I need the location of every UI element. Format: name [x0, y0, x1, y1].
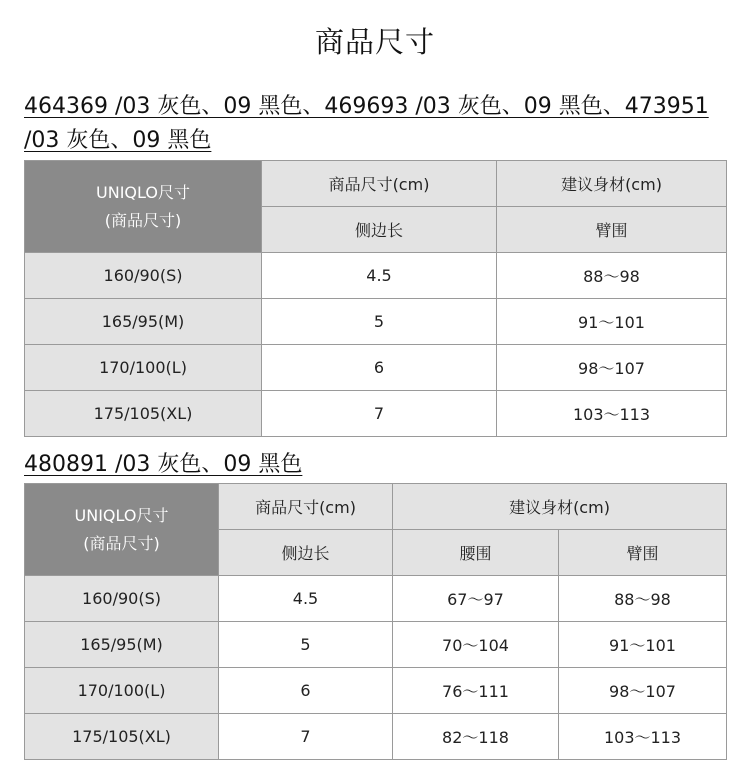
table-cell: 7: [262, 391, 497, 437]
size-cell: 175/105(XL): [25, 714, 219, 760]
table-cell: 5: [219, 622, 393, 668]
product-size-header: 商品尺寸(cm): [262, 161, 497, 207]
column-header: 腰围: [393, 530, 559, 576]
table-cell: 98～107: [497, 345, 727, 391]
table-cell: 4.5: [219, 576, 393, 622]
table-cell: 82～118: [393, 714, 559, 760]
size-cell: 170/100(L): [25, 345, 262, 391]
table-cell: 88～98: [559, 576, 727, 622]
section-heading: 464369 /03 灰色、09 黑色、469693 /03 灰色、09 黑色、473951 /03 灰色、09 黑色: [24, 94, 709, 153]
table-header-row: [25, 161, 727, 207]
size-cell: 160/90(S): [25, 576, 219, 622]
product-size-header: 商品尺寸(cm): [219, 484, 393, 530]
table-row: [25, 668, 727, 714]
size-cell: 165/95(M): [25, 622, 219, 668]
table-cell: 103～113: [559, 714, 727, 760]
brand-size-label: UNIQLO尺寸: [96, 182, 190, 202]
table-cell: 70～104: [393, 622, 559, 668]
table-row: [25, 345, 727, 391]
table-cell: 76～111: [393, 668, 559, 714]
table-cell: 98～107: [559, 668, 727, 714]
column-header: 侧边长: [262, 207, 497, 253]
brand-size-sublabel: (商品尺寸): [104, 210, 182, 230]
brand-size-header: [25, 484, 219, 576]
column-header: 侧边长: [219, 530, 393, 576]
table-header-row: [25, 484, 727, 530]
column-header: 臂围: [559, 530, 727, 576]
page-title: 商品尺寸: [314, 25, 435, 59]
body-size-header: 建议身材(cm): [393, 484, 727, 530]
table-row: [25, 714, 727, 760]
table-row: [25, 622, 727, 668]
table-cell: 103～113: [497, 391, 727, 437]
table-cell: 88～98: [497, 253, 727, 299]
table-row: [25, 299, 727, 345]
table-cell: 5: [262, 299, 497, 345]
size-table: [24, 483, 727, 760]
section-heading: 480891 /03 灰色、09 黑色: [24, 452, 303, 477]
table-row: [25, 391, 727, 437]
table-row: [25, 253, 727, 299]
size-cell: 175/105(XL): [25, 391, 262, 437]
size-cell: 170/100(L): [25, 668, 219, 714]
column-header: 臂围: [497, 207, 727, 253]
table-cell: 91～101: [497, 299, 727, 345]
table-cell: 91～101: [559, 622, 727, 668]
brand-size-sublabel: (商品尺寸): [83, 533, 160, 553]
size-cell: 165/95(M): [25, 299, 262, 345]
size-table: [24, 160, 727, 437]
table-cell: 6: [219, 668, 393, 714]
body-size-header: 建议身材(cm): [497, 161, 727, 207]
table-cell: 7: [219, 714, 393, 760]
brand-size-label: UNIQLO尺寸: [74, 505, 169, 525]
size-cell: 160/90(S): [25, 253, 262, 299]
brand-size-header: [25, 161, 262, 253]
table-cell: 4.5: [262, 253, 497, 299]
table-cell: 6: [262, 345, 497, 391]
table-cell: 67～97: [393, 576, 559, 622]
table-row: [25, 576, 727, 622]
